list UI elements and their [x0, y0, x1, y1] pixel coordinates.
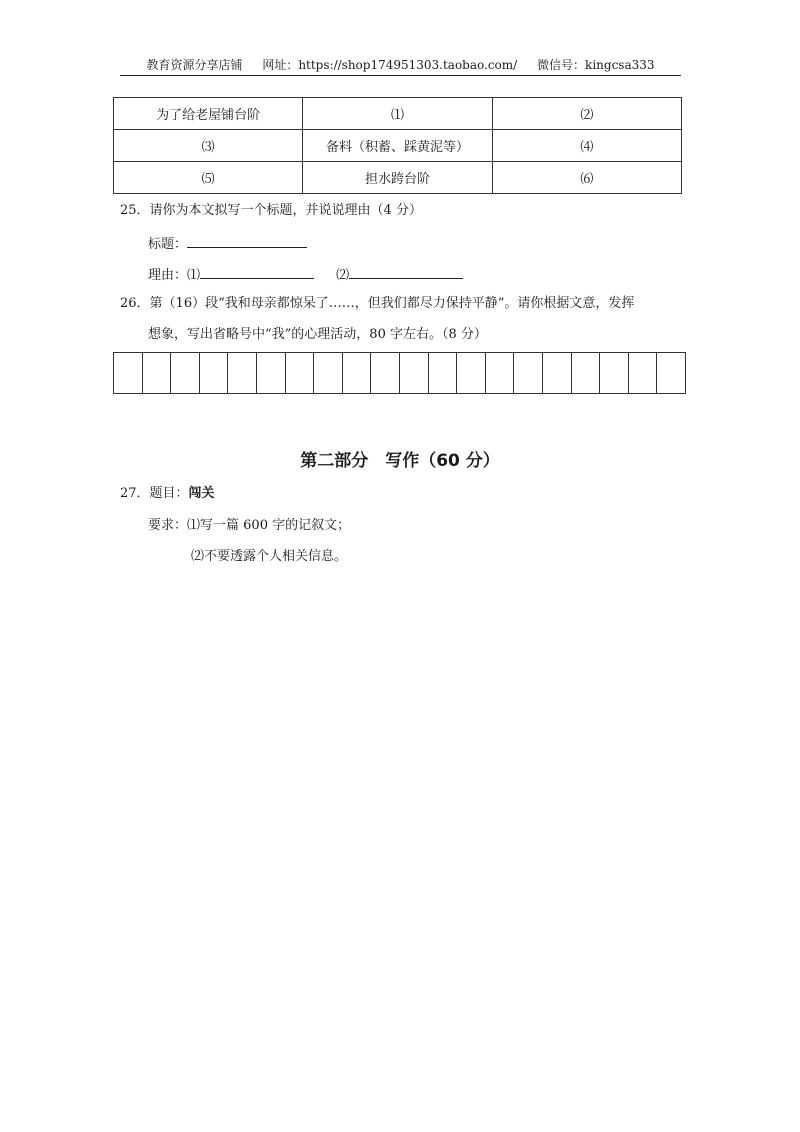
grid-cell[interactable] [371, 353, 400, 393]
q25-reason-line [148, 264, 463, 286]
grid-cell[interactable] [457, 353, 486, 393]
grid-cell[interactable] [600, 353, 629, 393]
question-25: 25．请你为本文拟写一个标题，并说说理由（4 分） [120, 203, 422, 218]
page-header [120, 56, 681, 76]
q27-topic: 闯关 [188, 486, 215, 501]
table-cell: 备料（积蓄、踩黄泥等） [303, 130, 492, 162]
q25-title-line [148, 233, 307, 255]
table-row [114, 130, 682, 162]
q27-prefix: 27．题目： [120, 486, 189, 501]
table-cell: ⑶ [114, 130, 303, 162]
grid-cell[interactable] [343, 353, 372, 393]
part-two-title: 第二部分 写作（60 分） [300, 451, 500, 471]
writing-grid[interactable] [113, 352, 686, 394]
grid-cell[interactable] [400, 353, 429, 393]
grid-cell[interactable] [514, 353, 543, 393]
table-cell: 为了给老屋铺台阶 [114, 98, 303, 130]
grid-cell[interactable] [286, 353, 315, 393]
table-row [114, 162, 682, 194]
answer-table [113, 97, 682, 194]
title-blank[interactable] [187, 233, 307, 248]
header-url: 网址：https://shop174951303.taobao.com/ [262, 58, 518, 72]
grid-cell[interactable] [657, 353, 685, 393]
table-row [114, 98, 682, 130]
header-wechat: 微信号：kingcsa333 [537, 58, 655, 72]
q25-title-label: 标题： [148, 237, 188, 252]
reason-blank-1[interactable] [200, 264, 314, 279]
grid-cell[interactable] [143, 353, 172, 393]
grid-cell[interactable] [228, 353, 257, 393]
table-cell: 担水跨台阶 [303, 162, 492, 194]
question-26-line1: 26．第（16）段“我和母亲都惊呆了……，但我们都尽力保持平静”。请你根据文意，发挥 [120, 296, 635, 311]
question-26-line2: 想象，写出省略号中“我”的心理活动，80 字左右。（8 分） [148, 327, 487, 342]
grid-cell[interactable] [572, 353, 601, 393]
requirement-2: ⑵不要透露个人相关信息。 [191, 549, 348, 564]
grid-cell[interactable] [257, 353, 286, 393]
q25-reason-2-label: ⑵ [336, 268, 350, 283]
grid-cell[interactable] [629, 353, 658, 393]
table-cell: ⑷ [492, 130, 681, 162]
grid-cell[interactable] [314, 353, 343, 393]
grid-cell[interactable] [114, 353, 143, 393]
reason-blank-2[interactable] [349, 264, 463, 279]
grid-cell[interactable] [429, 353, 458, 393]
req-label: 要求： [148, 518, 188, 533]
table-cell: ⑴ [303, 98, 492, 130]
grid-cell[interactable] [171, 353, 200, 393]
header-shop: 教育资源分享店铺 [146, 58, 243, 72]
question-27 [120, 484, 215, 504]
table-cell: ⑹ [492, 162, 681, 194]
grid-cell[interactable] [543, 353, 572, 393]
grid-cell[interactable] [200, 353, 229, 393]
requirement-1 [148, 516, 350, 536]
table-cell: ⑸ [114, 162, 303, 194]
table-cell: ⑵ [492, 98, 681, 130]
grid-cell[interactable] [486, 353, 515, 393]
q25-reason-label: 理由：⑴ [148, 268, 201, 283]
req-1-text: ⑴写一篇 600 字的记叙文； [187, 518, 351, 533]
